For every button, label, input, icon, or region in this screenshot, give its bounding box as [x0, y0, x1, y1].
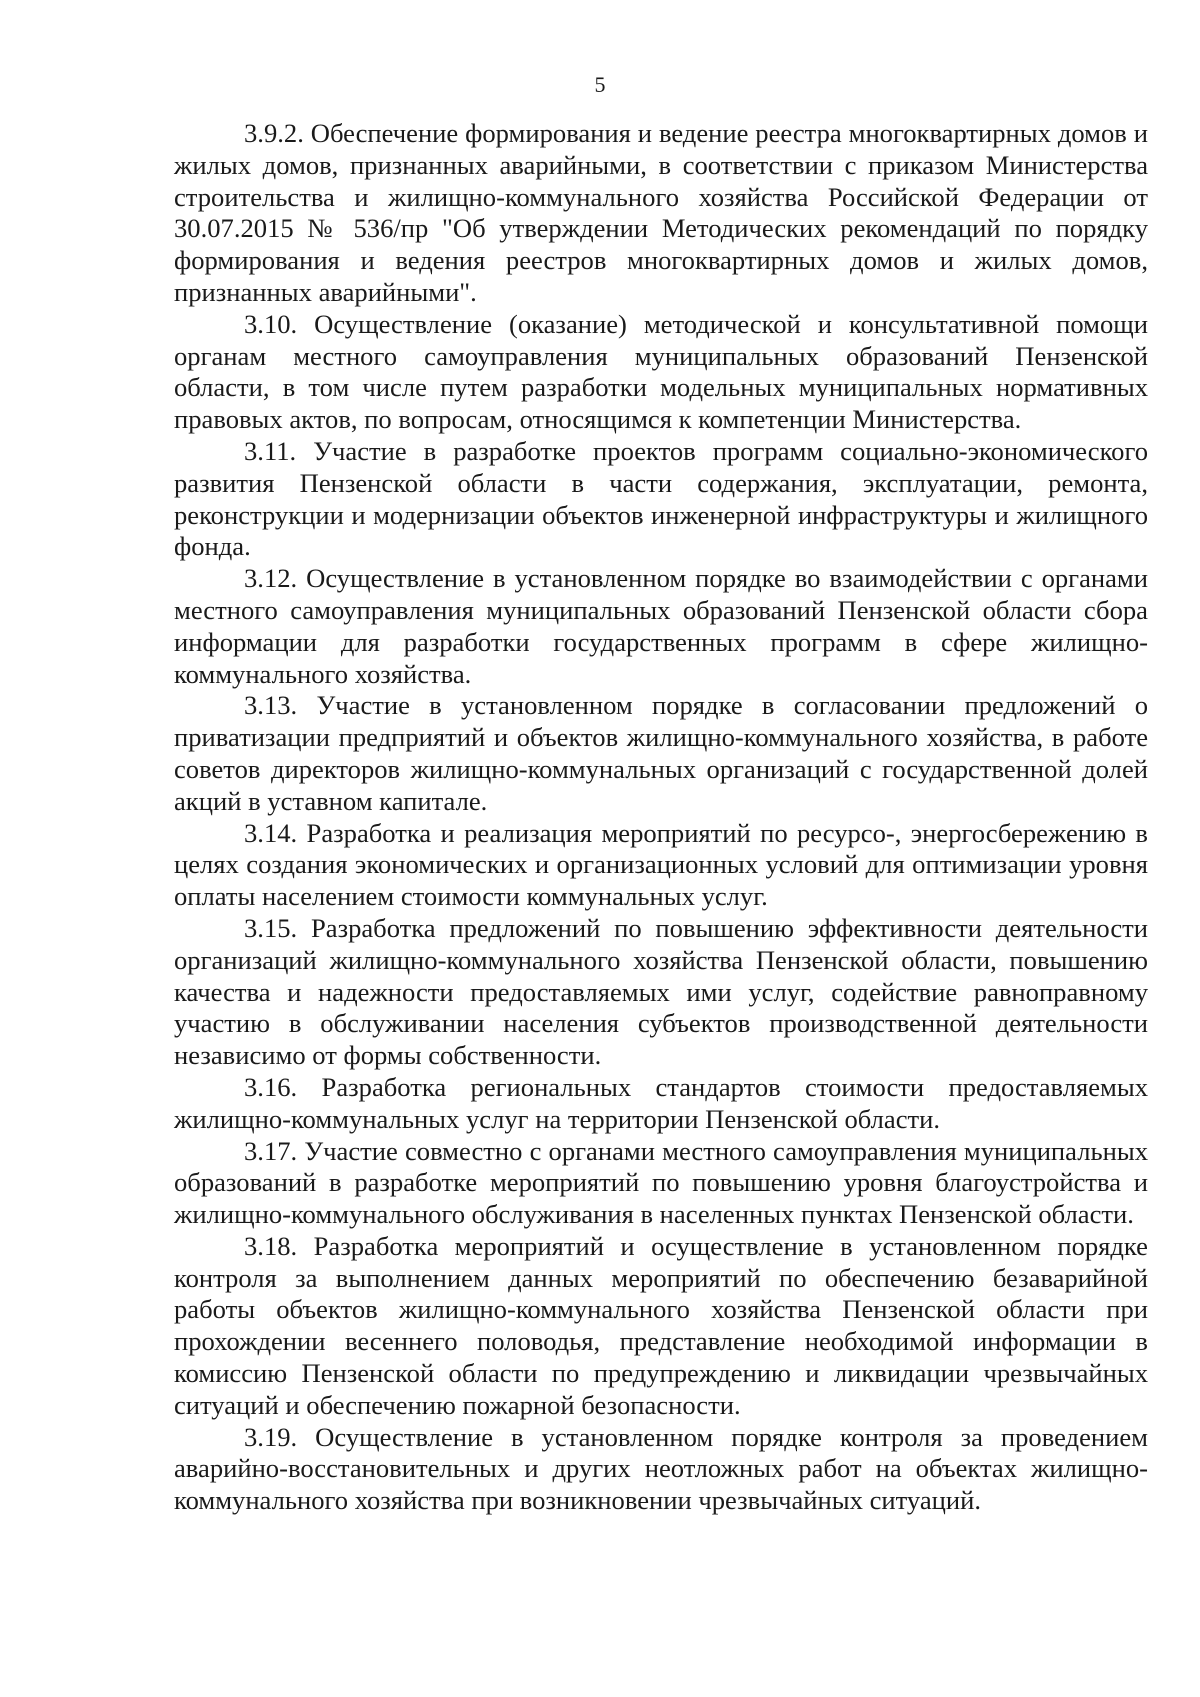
page-number: 5 [594, 72, 606, 97]
document-body [174, 118, 1148, 1517]
paragraph-3-17: 3.17. Участие совместно с органами местного самоуправления муниципальных образований в разработке мероприятий по повышению уровня благоустройства и жилищно-коммунального обслуживания в населенных пунктах Пензенской области. [174, 1135, 1148, 1230]
paragraph-3-16: 3.16. Разработка региональных стандартов стоимости предоставляемых жилищно-коммунальных услуг на территории Пензенской области. [174, 1071, 1148, 1134]
paragraph-3-13: 3.13. Участие в установленном порядке в согласовании предложений о приватизации предприятий и объектов жилищно-коммунального хозяйства, в работе советов директоров жилищно-коммунальных организаций с государственной долей акций в уставном капитале. [174, 690, 1148, 816]
paragraph-3-11: 3.11. Участие в разработке проектов программ социально-экономического развития Пензенской области в части содержания, эксплуатации, ремонта, реконструкции и модернизации объектов инженерной инфраструктуры и жилищного фонда. [174, 435, 1148, 562]
paragraph-3-18: 3.18. Разработка мероприятий и осуществление в установленном порядке контроля за выполнением данных мероприятий по обеспечению безаварийной работы объектов жилищно-коммунального хозяйства Пензенской области при прохождении весеннего половодья, представление необходимой информации в комиссию Пензенской области по предупреждению и ликвидации чрезвычайных ситуаций и обеспечению пожарной безопасности. [174, 1230, 1148, 1420]
paragraph-3-12: 3.12. Осуществление в установленном порядке во взаимодействии с органами местного самоуправления муниципальных образований Пензенской области сбора информации для разработки государственных программ в сфере жилищно-коммунального хозяйства. [174, 563, 1148, 689]
paragraph-3-9-2: 3.9.2. Обеспечение формирования и ведение реестра многоквартирных домов и жилых домов, признанных аварийными, в соответствии с приказом Министерства строительства и жилищно-коммунального хозяйства Российской Федерации от 30.07.2015 № 536/пр "Об утверждении Методических рекомендаций по порядку формирования и ведения реестров многоквартирных домов и жилых домов, признанных аварийными". [174, 118, 1148, 307]
paragraph-3-19: 3.19. Осуществление в установленном порядке контроля за проведением аварийно-восстановительных и других неотложных работ на объектах жилищно-коммунального хозяйства при возникновении чрезвычайных ситуаций. [174, 1421, 1148, 1516]
paragraph-3-10: 3.10. Осуществление (оказание) методической и консультативной помощи органам местного самоуправления муниципальных образований Пензенской области, в том числе путем разработки модельных муниципальных нормативных правовых актов, по вопросам, относящимся к компетенции Министерства. [174, 308, 1148, 435]
paragraph-3-14: 3.14. Разработка и реализация мероприятий по ресурсо-, энергосбережению в целях создания экономических и организационных условий для оптимизации уровня оплаты населением стоимости коммунальных услуг. [174, 817, 1148, 912]
paragraph-3-15: 3.15. Разработка предложений по повышению эффективности деятельности организаций жилищно-коммунального хозяйства Пензенской области, повышению качества и надежности предоставляемых ими услуг, содействие равноправному участию в обслуживании населения субъектов производственной деятельности независимо от формы собственности. [174, 912, 1148, 1071]
